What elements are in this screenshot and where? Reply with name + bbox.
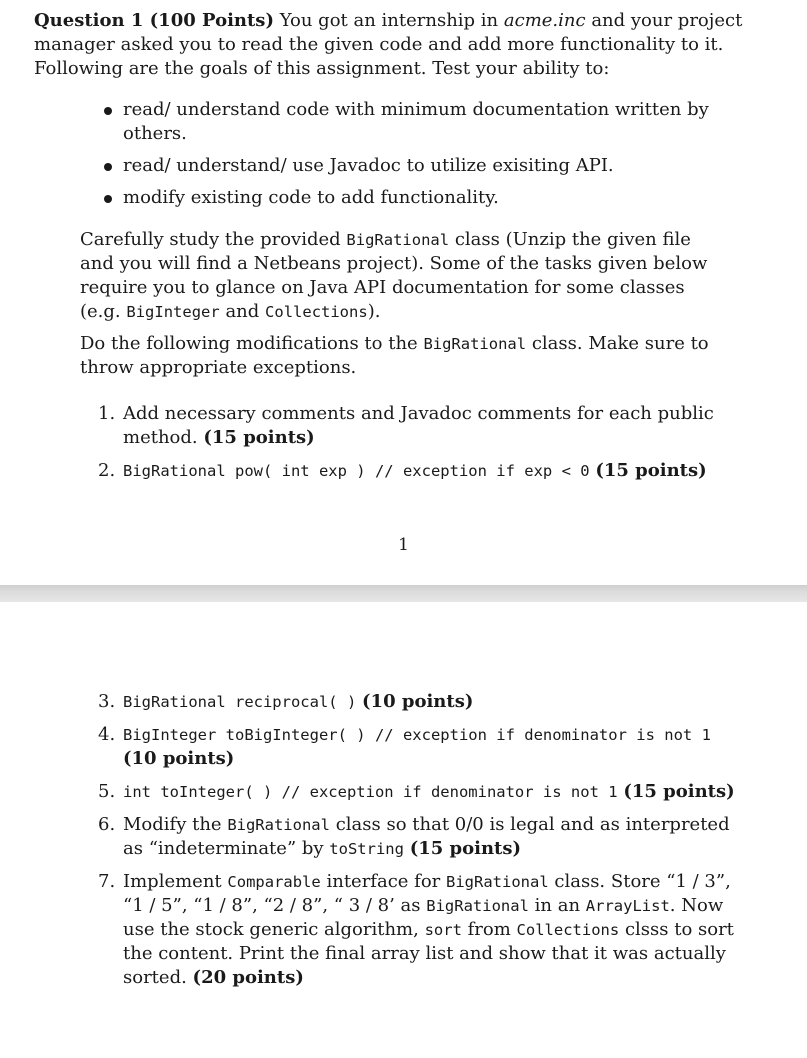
code-bigrational: BigRational: [426, 897, 529, 915]
question-heading: Question 1 (100 Points): [34, 10, 274, 31]
code-bigrational: BigRational: [423, 335, 527, 353]
code-tostring: toString: [329, 840, 404, 858]
modifications-paragraph: [80, 332, 730, 380]
task-number: 3.: [98, 691, 116, 712]
task-list-continued: [98, 690, 738, 999]
task-text: class. Store “1 / 3”, “1 / 5”, “1 / 8”, “2 / 8”, “ 3 / 8’ as: [123, 871, 731, 916]
question-statement: [34, 9, 754, 81]
code-biginteger: BigInteger: [126, 303, 220, 321]
task-text: . Now use the stock generic algorithm,: [123, 895, 724, 940]
task-item: [98, 813, 738, 861]
text-run: Do the following modifications to the: [80, 333, 418, 354]
task-code: BigInteger toBigInteger( ) // exception if denominator is not 1: [123, 726, 711, 744]
task-text: from: [467, 919, 511, 940]
task-number: 4.: [98, 724, 116, 745]
task-text: Modify the: [123, 814, 222, 835]
task-list: [98, 402, 738, 492]
page-separator: [0, 585, 807, 602]
task-text: clsss to sort the content. Print the final array list and show that it was actually sorted.: [123, 919, 734, 988]
task-text: Add necessary comments and Javadoc comments for each public method.: [123, 403, 714, 448]
goals-list: [100, 98, 720, 218]
task-points: (15 points): [203, 427, 315, 448]
task-code: BigRational pow( int exp ) // exception if exp < 0: [123, 462, 590, 480]
code-bigrational: BigRational: [446, 873, 549, 891]
intro-text-2: and your project manager asked you to read the given code and add more functionality to it. Following are the goals of this assignment. Test your ability to:: [34, 10, 743, 79]
intro-text-1: You got an internship in: [279, 10, 499, 31]
code-collections: Collections: [265, 303, 368, 321]
task-number: 2.: [98, 460, 116, 481]
task-item: [98, 402, 738, 450]
code-sort: sort: [424, 921, 462, 939]
task-code: BigRational reciprocal( ): [123, 693, 357, 711]
task-text: class so that 0/0 is legal and as interpreted as “indeterminate” by: [123, 814, 730, 859]
task-text: in an: [534, 895, 581, 916]
code-bigrational: BigRational: [227, 816, 330, 834]
list-item: modify existing code to add functionality.: [100, 186, 720, 210]
instructions-paragraph: [80, 228, 730, 324]
code-arraylist: ArrayList: [585, 897, 670, 915]
task-number: 1.: [98, 403, 116, 424]
company-name: acme.inc: [503, 10, 586, 31]
page-number: 1: [398, 535, 409, 555]
code-bigrational: BigRational: [346, 231, 450, 249]
task-text: interface for: [326, 871, 441, 892]
text-run: class (Unzip the given file and you will find a Netbeans project). Some of the tasks given below require you to glance on Java API documentation for some classes (e.g.: [80, 229, 708, 322]
task-code: int toInteger( ) // exception if denominator is not 1: [123, 783, 618, 801]
task-item: [98, 459, 738, 483]
task-item: [98, 870, 738, 990]
task-points: (15 points): [595, 460, 707, 481]
task-item: [98, 690, 738, 714]
task-points: (15 points): [623, 781, 735, 802]
text-run: and: [225, 301, 260, 322]
task-points: (10 points): [362, 691, 474, 712]
code-comparable: Comparable: [227, 873, 321, 891]
task-number: 5.: [98, 781, 116, 802]
text-run: ).: [367, 301, 381, 322]
list-item: read/ understand code with minimum documentation written by others.: [100, 98, 720, 146]
task-points: (15 points): [409, 838, 522, 859]
list-item: read/ understand/ use Javadoc to utilize exisiting API.: [100, 154, 720, 178]
task-item: [98, 723, 738, 771]
task-points: (20 points): [192, 967, 304, 988]
task-number: 6.: [98, 814, 116, 835]
page-2: [0, 602, 807, 1058]
text-run: Carefully study the provided: [80, 229, 341, 250]
task-item: [98, 780, 738, 804]
task-text: Implement: [123, 871, 222, 892]
task-points: (10 points): [123, 748, 235, 769]
text-run: class. Make sure to throw appropriate exceptions.: [80, 333, 709, 378]
task-number: 7.: [98, 871, 116, 892]
code-collections: Collections: [516, 921, 620, 939]
